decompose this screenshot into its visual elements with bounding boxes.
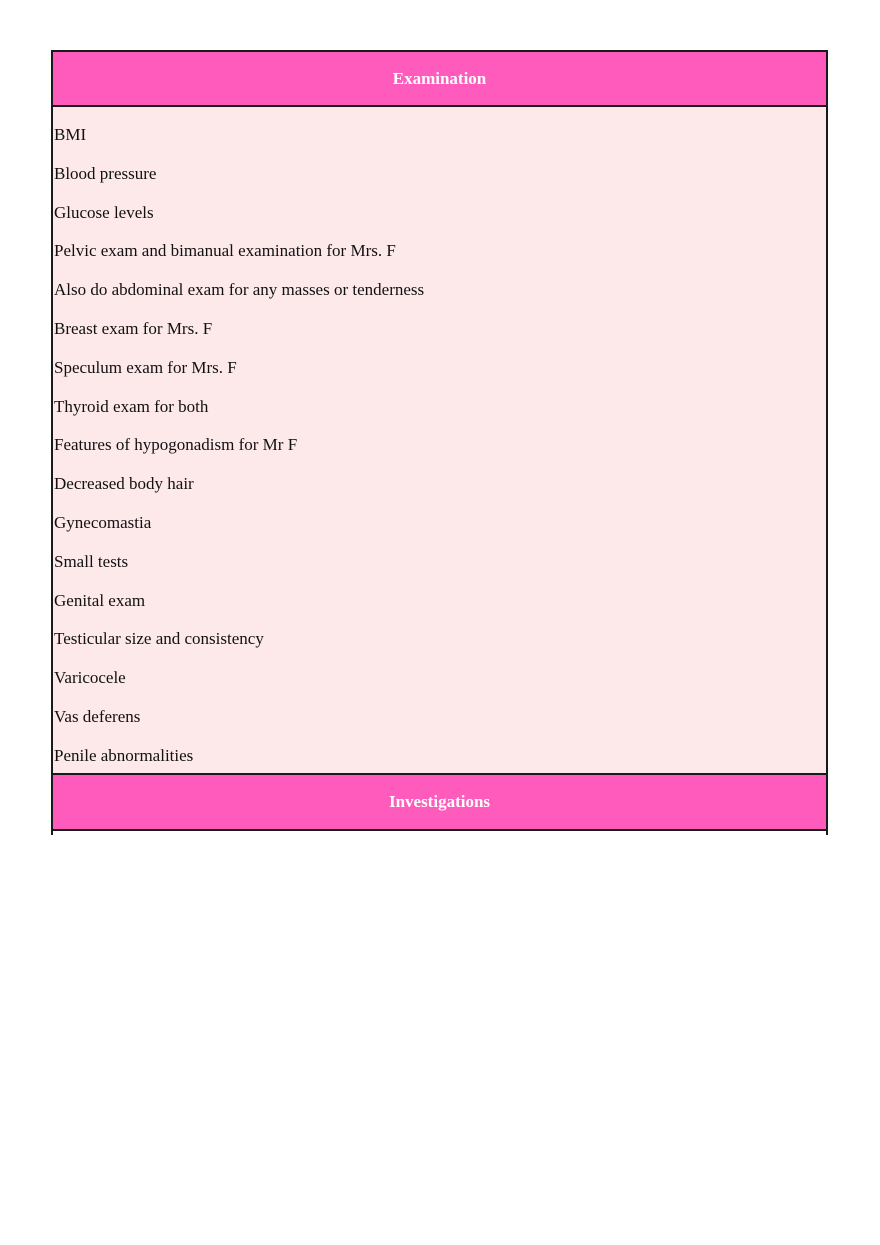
list-item: Thyroid exam for both — [54, 396, 209, 416]
list-item: Varicocele — [54, 668, 126, 688]
list-item: Small tests — [54, 551, 129, 571]
list-item: Breast exam for Mrs. F — [54, 318, 213, 338]
list-item: Penile abnormalities — [54, 745, 194, 765]
list-item: BMI — [54, 125, 87, 144]
list-item: Vas deferens — [54, 706, 141, 726]
list-item: Also do abdominal exam for any masses or tenderness — [54, 280, 425, 300]
list-item: Features of hypogonadism for Mr F — [54, 435, 298, 455]
list-item: Testicular size and consistency — [54, 629, 264, 649]
list-item: Gynecomastia — [54, 512, 152, 532]
examination-list — [53, 107, 826, 775]
examination-table — [51, 50, 828, 835]
list-item: Genital exam — [54, 590, 146, 610]
list-item: Speculum exam for Mrs. F — [54, 357, 237, 377]
list-item: Decreased body hair — [54, 474, 194, 494]
list-item: Pelvic exam and bimanual examination for Mrs. F — [54, 241, 396, 261]
investigations-heading: Investigations — [53, 775, 826, 831]
list-item: Blood pressure — [54, 163, 157, 183]
examination-heading: Examination — [53, 52, 826, 107]
table-continuation — [53, 831, 826, 835]
list-item: Glucose levels — [54, 202, 154, 222]
